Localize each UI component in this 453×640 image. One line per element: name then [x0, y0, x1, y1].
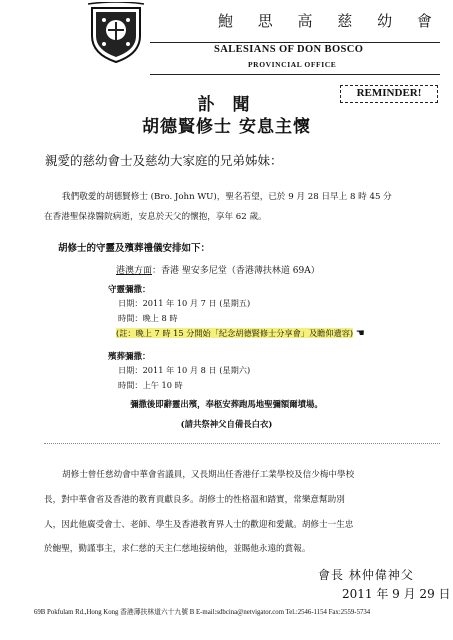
funeral-time: 時間：上午 10 時: [118, 380, 183, 390]
arrangements-heading: 胡修士的守靈及殯葬禮儀安排如下：: [58, 243, 211, 254]
signatory: 會長 林仲偉神父: [318, 568, 414, 582]
burial-note: 彌撒後即辭靈出殯，奉柩安葬跑馬地聖彌額爾墳場。: [130, 399, 323, 409]
venue: [116, 263, 320, 276]
salesian-crest-icon: [86, 2, 146, 64]
bio-line-2: 長，對中華會省及香港的教育貢獻良多。胡修士的性格溫和踏實，常樂意幫助別: [44, 495, 345, 505]
vigil-date: 日期：2011 年 10 月 7 日 (星期五): [118, 298, 251, 308]
bio-line-1: 胡修士曾任慈幼會中華會省議員，又長期出任香港仔工業學校及信少梅中學校: [62, 470, 355, 480]
greeting: 親愛的慈幼會士及慈幼大家庭的兄弟姊妹：: [45, 153, 283, 168]
intro-line-1: 我們敬愛的胡德賢修士 (Bro. John WU)，聖名若望，已於 9 月 28 日早上 8 時 45 分: [62, 192, 392, 202]
bio-line-3: 人，因此他廣受會士、老師、學生及香港教育界人士的歡迎和愛戴。胡修士一生忠: [44, 520, 354, 530]
vigil-time: 時間：晚上 8 時: [118, 313, 178, 323]
venue-text: ：香港 聖安多尼堂（香港薄扶林道 69A）: [152, 266, 320, 276]
bio-line-4: 於鮑聖，勤謹事主，求仁慈的天主仁慈地接納他，並賜他永遠的賞報。: [44, 544, 311, 554]
vigil-note: [116, 328, 365, 339]
header-rule-top: [150, 42, 440, 43]
vigil-mass-title: 守靈彌撒：: [108, 285, 151, 295]
footer-contact: 69B Pokfulam Rd.,Hong Kong 香港薄扶林道六十九號 B E-mail:sdbcina@netvigator.com Tel.:2546-1154 Fax:2559-5734: [34, 609, 371, 616]
org-subtitle: PROVINCIAL OFFICE: [248, 60, 337, 69]
header-rule-bottom: [150, 74, 440, 75]
reminder-badge: REMINDER!: [340, 85, 438, 103]
org-name-english: SALESIANS OF DON BOSCO: [214, 44, 364, 55]
vigil-note-highlight: (註：晚上 7 時 15 分開始「紀念胡德賢修士分享會」及瞻仰遺容): [116, 328, 354, 338]
intro-line-2: 在香港聖保祿醫院病逝，安息於天父的懷抱，享年 62 歲。: [44, 212, 267, 222]
section-divider: [44, 443, 440, 444]
obituary-heading: 訃 聞: [197, 95, 256, 115]
signature-date: 2011 年 9 月 29 日: [342, 587, 451, 601]
org-name-chinese: 鮑 思 高 慈 幼 會: [218, 12, 442, 30]
funeral-mass-title: 殯葬彌撒：: [108, 352, 151, 362]
venue-label: 港澳方面: [116, 266, 153, 276]
funeral-date: 日期：2011 年 10 月 8 日 (星期六): [118, 365, 251, 375]
pointing-hand-icon: ☚: [355, 328, 365, 339]
concelebrant-note: (請共祭神父自備長白衣): [180, 419, 273, 429]
obituary-title: 胡德賢修士 安息主懷: [142, 117, 311, 137]
